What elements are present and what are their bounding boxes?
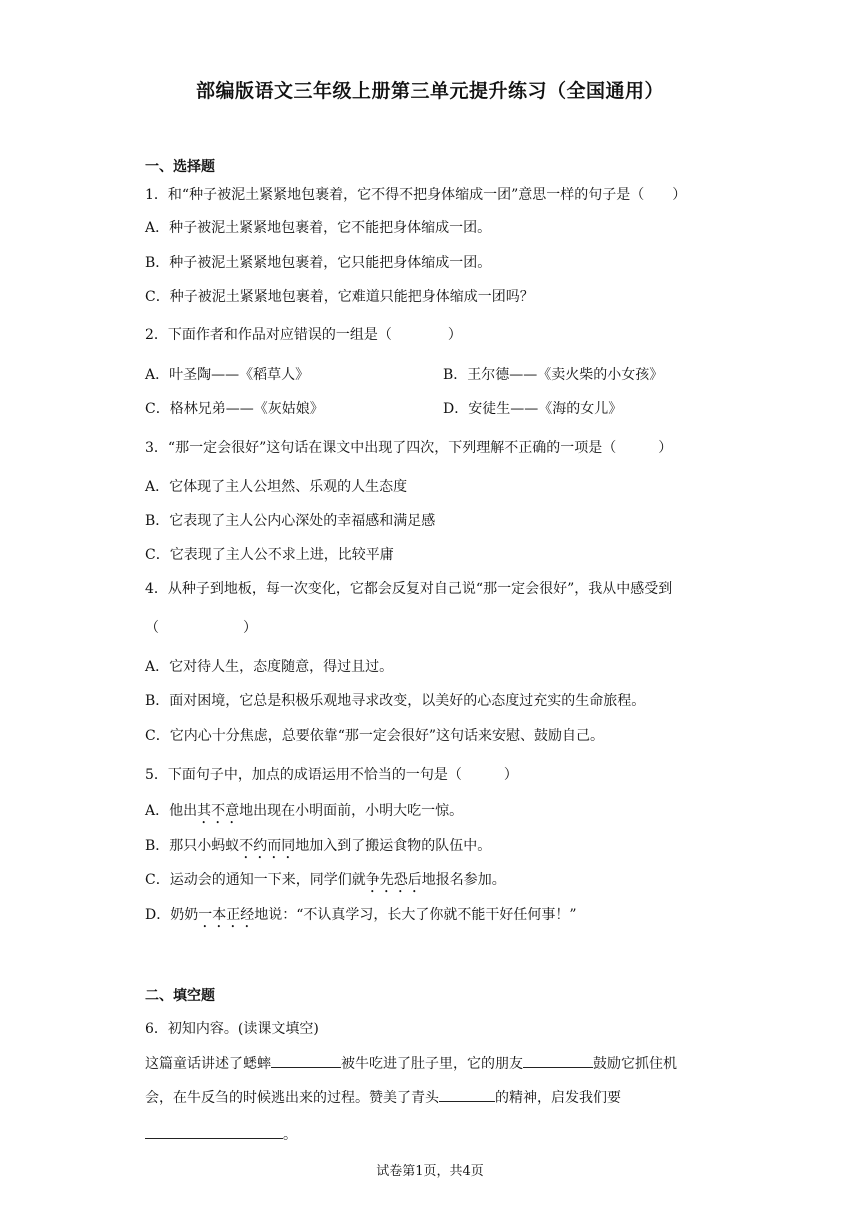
question-3-option-c: C．它表现了主人公不求上进，比较平庸 <box>145 547 394 563</box>
dotted-idiom: 其不意 <box>197 803 240 819</box>
fill-blank[interactable] <box>439 1087 495 1102</box>
option-text: D．奶奶 <box>145 907 199 923</box>
question-2-option-c: C．格林兄弟——《灰姑娘》 <box>145 401 324 417</box>
fill-text: 被牛吃进了肚子里，它的朋友 <box>341 1056 523 1072</box>
question-3-option-a: A．它体现了主人公坦然、乐观的人生态度 <box>145 479 408 495</box>
fill-text: 的精神，启发我们要 <box>495 1090 621 1106</box>
dotted-idiom: 不约而同 <box>239 838 296 854</box>
fill-blank[interactable] <box>145 1124 283 1139</box>
fill-blank[interactable] <box>271 1053 341 1068</box>
question-2-option-a: A．叶圣陶——《稻草人》 <box>145 367 310 383</box>
question-3-stem: 3．“那一定会很好”这句话在课文中出现了四次，下列理解不正确的一项是（ ） <box>145 440 673 456</box>
question-5-option-b <box>145 836 491 862</box>
section-heading-choice: 一、选择题 <box>145 159 215 175</box>
option-text: 地出现在小明面前，小明大吃一惊。 <box>239 803 464 819</box>
page-footer: 试卷第1页，共4页 <box>376 1164 484 1179</box>
question-1-option-a: A．种子被泥土紧紧地包裹着，它不能把身体缩成一团。 <box>145 220 492 236</box>
dotted-idiom: 一本正经 <box>198 907 255 923</box>
question-6-stem: 6．初知内容。(读课文填空) <box>145 1021 319 1037</box>
option-text: B．那只小蚂蚁 <box>145 838 240 854</box>
question-4-stem: 4．从种子到地板，每一次变化，它都会反复对自己说“那一定会很好”，我从中感受到 <box>145 581 673 597</box>
question-1-stem: 1．和“种子被泥土紧紧地包裹着，它不得不把身体缩成一团”意思一样的句子是（ ） <box>145 187 687 203</box>
option-text: 地说：“不认真学习，长大了你就不能干好任何事！” <box>254 907 577 923</box>
question-5-stem: 5．下面句子中，加点的成语运用不恰当的一句是（ ） <box>145 767 518 783</box>
question-5-option-c <box>145 870 506 896</box>
question-4-option-b: B．面对困境，它总是积极乐观地寻求改变，以美好的心态度过充实的生命旅程。 <box>145 693 646 709</box>
section-heading-fill: 二、填空题 <box>145 988 215 1004</box>
question-4-option-a: A．它对待人生，态度随意，得过且过。 <box>145 659 394 675</box>
question-1-option-b: B．种子被泥土紧紧地包裹着，它只能把身体缩成一团。 <box>145 255 492 271</box>
page-title: 部编版语文三年级上册第三单元提升练习（全国通用） <box>195 80 664 102</box>
question-6-line-1 <box>145 1053 677 1074</box>
question-5-option-d <box>145 905 577 931</box>
question-6-line-3 <box>145 1124 297 1145</box>
question-4-option-c: C．它内心十分焦虑，总要依靠“那一定会很好”这句话来安慰、鼓励自己。 <box>145 728 605 744</box>
question-4-answer-paren: （ ） <box>145 620 257 636</box>
option-text: A．他出 <box>145 803 198 819</box>
question-2-option-d: D．安徒生——《海的女儿》 <box>443 401 623 417</box>
question-3-option-b: B．它表现了主人公内心深处的幸福感和满足感 <box>145 513 436 529</box>
fill-text: 这篇童话讲述了蟋蟀 <box>145 1056 271 1072</box>
option-text: C．运动会的通知一下来，同学们就 <box>145 872 366 888</box>
dotted-idiom: 争先恐后 <box>365 872 422 888</box>
fill-text: 。 <box>283 1127 297 1143</box>
option-text: 地报名参加。 <box>421 872 506 888</box>
fill-blank[interactable] <box>523 1053 593 1068</box>
fill-text: 会，在牛反刍的时候逃出来的过程。赞美了青头 <box>145 1090 439 1106</box>
question-2-option-b: B．王尔德——《卖火柴的小女孩》 <box>443 367 664 383</box>
question-5-option-a <box>145 801 463 827</box>
question-6-line-2 <box>145 1087 621 1108</box>
question-2-stem: 2．下面作者和作品对应错误的一组是（ ） <box>145 327 462 343</box>
option-text: 地加入到了搬运食物的队伍中。 <box>295 838 492 854</box>
fill-text: 鼓励它抓住机 <box>593 1056 677 1072</box>
question-1-option-c: C．种子被泥土紧紧地包裹着，它难道只能把身体缩成一团吗？ <box>145 289 534 305</box>
